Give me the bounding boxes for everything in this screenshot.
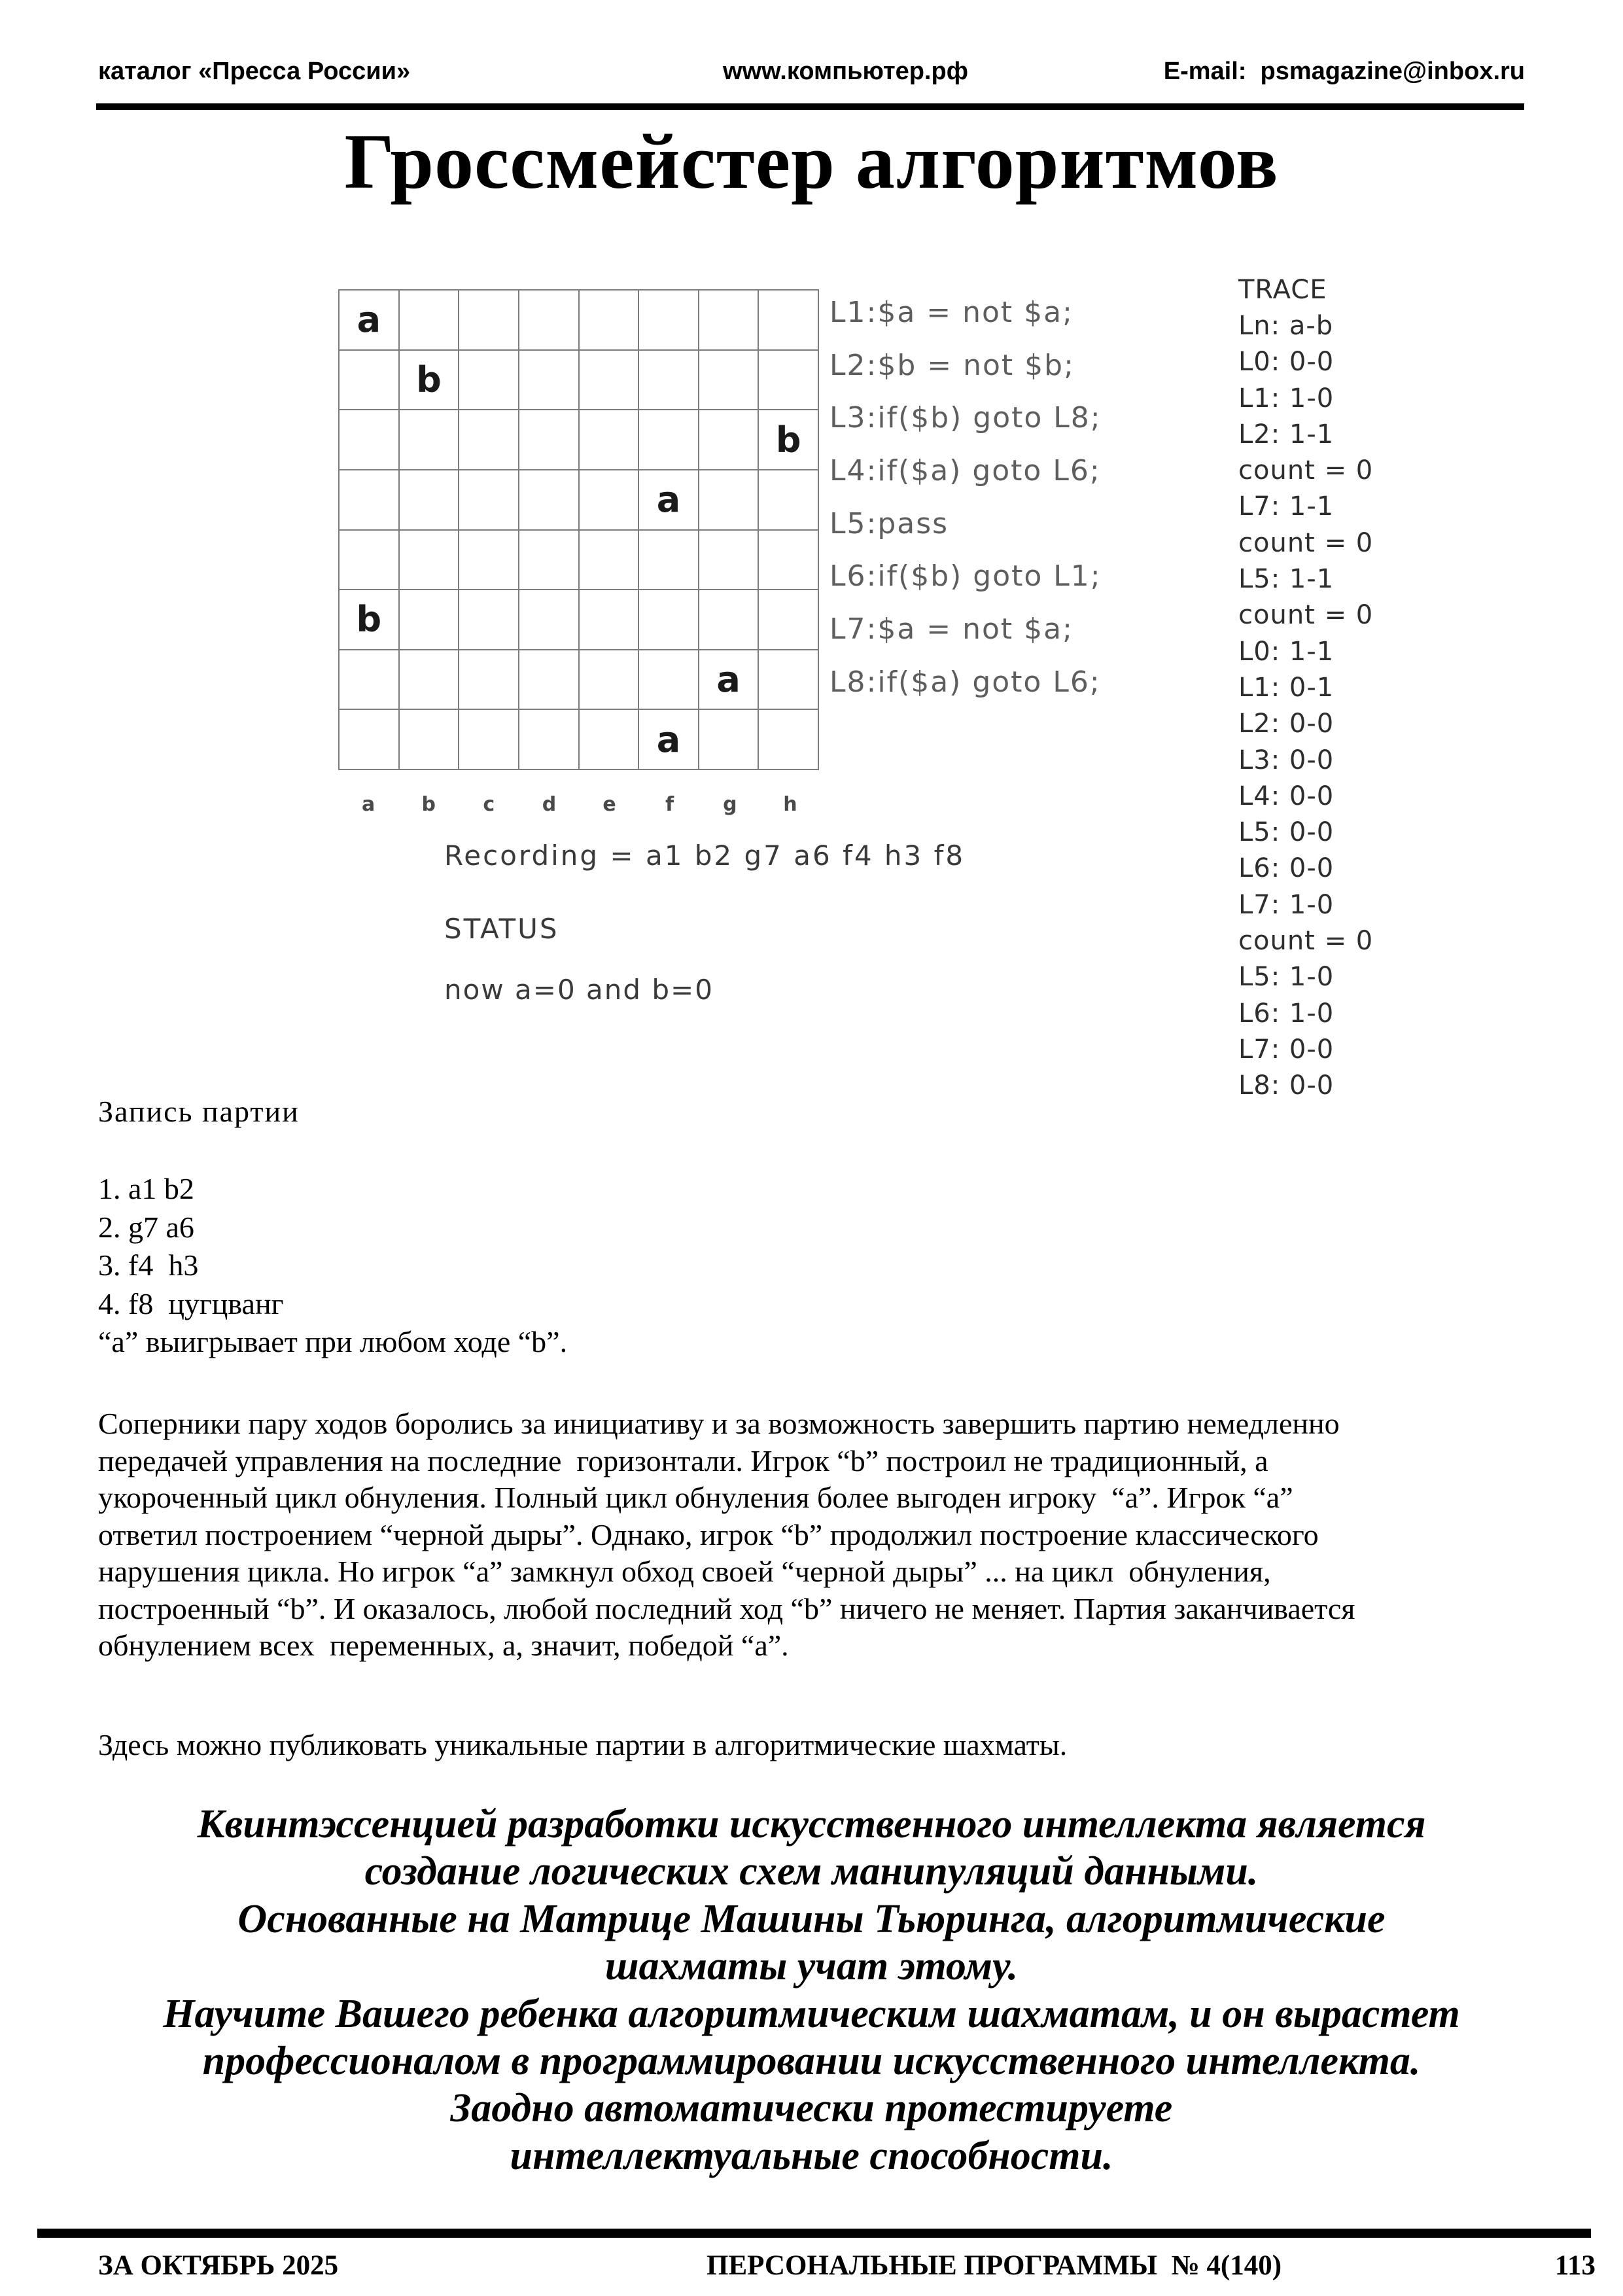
- publish-note: Здесь можно публиковать уникальные партии в алгоритмические шахматы.: [98, 1728, 1068, 1761]
- trace-line: L0: 1-1: [1238, 636, 1335, 667]
- trace-line: L6: 0-0: [1238, 853, 1335, 884]
- board-cell: [639, 470, 699, 531]
- board-cell: [400, 291, 460, 351]
- board-cell: [639, 291, 699, 351]
- board-cell: [699, 710, 759, 770]
- program-line: L3:if($b) goto L8;: [829, 401, 1102, 435]
- commentary-line: Соперники пару ходов боролись за инициативу и за возможность завершить партию немедленно: [98, 1407, 1340, 1440]
- board-piece: a: [716, 659, 741, 701]
- game-result: “a” выигрывает при любом ходе “b”.: [98, 1325, 568, 1359]
- trace-log: [1238, 272, 1373, 1104]
- trace-line: count = 0: [1238, 925, 1374, 956]
- board-piece: b: [416, 359, 442, 400]
- board-cell: [699, 531, 759, 591]
- program-line: L8:if($a) goto L6;: [829, 665, 1101, 699]
- board-cell: [759, 531, 819, 591]
- program-line: L5:pass: [829, 506, 949, 540]
- trace-title: TRACE: [1238, 274, 1327, 305]
- board-piece: a: [656, 479, 681, 521]
- board-cell: [639, 351, 699, 411]
- board-cell: [580, 470, 640, 531]
- board-cell: [759, 410, 819, 470]
- board-cell: [459, 291, 519, 351]
- board-cell: [519, 351, 580, 411]
- board-cell: [519, 291, 580, 351]
- board-cell: [400, 470, 460, 531]
- board-cell: [400, 590, 460, 650]
- trace-line: L2: 0-0: [1238, 709, 1335, 739]
- board-grid: [338, 289, 819, 770]
- board-cell: [639, 590, 699, 650]
- footer-issue: ЗА ОКТЯБРЬ 2025: [98, 2250, 339, 2281]
- board-cell: [639, 710, 699, 770]
- trace-line: L7: 1-1: [1238, 491, 1335, 522]
- program-line: L6:if($b) goto L1;: [829, 559, 1102, 593]
- trace-line: L2: 1-1: [1238, 419, 1335, 450]
- page-title: Гроссмейстер алгоритмов: [344, 118, 1279, 205]
- board-cell: [699, 590, 759, 650]
- footer-rule: [37, 2229, 1591, 2238]
- board-cell: [639, 531, 699, 591]
- commentary-line: построенный “b”. И оказалось, любой последний ход “b” ничего не меняет. Партия заканчивается: [98, 1591, 1355, 1625]
- board-cell: [519, 470, 580, 531]
- board-cell: [519, 710, 580, 770]
- board-column-labels: [338, 793, 820, 816]
- trace-line: L5: 1-1: [1238, 564, 1335, 595]
- column-label: h: [783, 793, 797, 816]
- header-rule: [96, 103, 1524, 110]
- board-cell: [340, 650, 400, 711]
- board-cell: [519, 531, 580, 591]
- promo-line: Научите Вашего ребенка алгоритмическим шахматам, и он вырастет: [163, 1991, 1460, 2036]
- board-cell: [699, 470, 759, 531]
- board-cell: [699, 410, 759, 470]
- board-cell: [580, 710, 640, 770]
- header-website: www.компьютер.рф: [723, 58, 968, 85]
- board-cell: [459, 710, 519, 770]
- board-cell: [759, 590, 819, 650]
- trace-line: L1: 1-0: [1238, 383, 1335, 414]
- promo-line: профессионалом в программировании искусственного интеллекта.: [202, 2038, 1421, 2083]
- program-line: L2:$b = not $b;: [829, 348, 1075, 382]
- move-line: 4. f8 цугцванг: [98, 1286, 284, 1320]
- column-label: f: [665, 793, 674, 816]
- commentary-line: передачей управления на последние горизонтали. Игрок “b” построил не традиционный, а: [98, 1443, 1268, 1477]
- column-label: b: [421, 793, 436, 816]
- footer-page-number: 113: [1554, 2250, 1596, 2281]
- board-piece: a: [656, 718, 681, 760]
- commentary-line: ответил построением “черной дыры”. Однако, игрок “b” продолжил построение классического: [98, 1517, 1319, 1551]
- board-piece: b: [356, 599, 382, 641]
- board-cell: [340, 470, 400, 531]
- board-cell: [519, 650, 580, 711]
- board-cell: [400, 410, 460, 470]
- board-cell: [580, 410, 640, 470]
- footer-magazine: ПЕРСОНАЛЬНЫЕ ПРОГРАММЫ № 4(140): [707, 2250, 1282, 2281]
- header-email: E-mail: psmagazine@inbox.ru: [1163, 58, 1525, 85]
- column-label: d: [542, 793, 557, 816]
- move-line: 1. a1 b2: [98, 1172, 194, 1205]
- trace-line: L5: 0-0: [1238, 817, 1335, 848]
- board-cell: [400, 531, 460, 591]
- promo-line: интеллектуальные способности.: [510, 2133, 1113, 2178]
- board-cell: [580, 650, 640, 711]
- board-cell: [340, 710, 400, 770]
- board-cell: [459, 650, 519, 711]
- board-cell: [340, 590, 400, 650]
- program-line: L7:$a = not $a;: [829, 612, 1073, 646]
- promo-line: создание логических схем манипуляций данными.: [364, 1849, 1259, 1894]
- trace-line: L1: 0-1: [1238, 672, 1335, 703]
- board-cell: [699, 291, 759, 351]
- board-cell: [340, 410, 400, 470]
- trace-line: L7: 0-0: [1238, 1034, 1335, 1065]
- trace-line: L8: 0-0: [1238, 1070, 1335, 1101]
- program-line: L1:$a = not $a;: [829, 295, 1073, 329]
- game-record-heading: Запись партии: [98, 1095, 300, 1128]
- board-cell: [459, 470, 519, 531]
- promo-line: Основанные на Матрице Машины Тьюринга, алгоритмические: [237, 1896, 1386, 1941]
- commentary-line: нарушения цикла. Но игрок “a” замкнул обход своей “черной дыры” ... на цикл обнуления,: [98, 1555, 1271, 1588]
- program-listing: [829, 286, 1102, 709]
- board-cell: [639, 410, 699, 470]
- board-cell: [459, 590, 519, 650]
- trace-line: L0: 0-0: [1238, 347, 1335, 378]
- board-cell: [759, 710, 819, 770]
- board-cell: [699, 351, 759, 411]
- move-line: 2. g7 a6: [98, 1210, 194, 1244]
- board-cell: [459, 351, 519, 411]
- column-label: e: [602, 793, 616, 816]
- board-cell: [759, 470, 819, 531]
- recording-line: Recording = a1 b2 g7 a6 f4 h3 f8: [444, 839, 966, 872]
- status-label: STATUS: [444, 913, 559, 945]
- board-cell: [759, 291, 819, 351]
- move-line: 3. f4 h3: [98, 1248, 199, 1282]
- trace-line: Ln: a-b: [1238, 310, 1334, 341]
- board-piece: a: [357, 299, 381, 341]
- commentary-line: укороченный цикл обнуления. Полный цикл обнуления более выгоден игроку “a”. Игрок “a”: [98, 1481, 1293, 1514]
- board-cell: [580, 531, 640, 591]
- board-cell: [400, 650, 460, 711]
- promo-line: Квинтэссенцией разработки искусственного интеллекта является: [197, 1802, 1426, 1846]
- trace-line: count = 0: [1238, 527, 1374, 558]
- board-cell: [580, 590, 640, 650]
- status-value: now a=0 and b=0: [444, 974, 714, 1006]
- header-catalog: каталог «Пресса России»: [98, 58, 411, 85]
- board-cell: [519, 590, 580, 650]
- board-cell: [400, 351, 460, 411]
- promo-line: шахматы учат этому.: [604, 1944, 1019, 1989]
- board-cell: [400, 710, 460, 770]
- trace-line: L3: 0-0: [1238, 745, 1335, 775]
- program-line: L4:if($a) goto L6;: [829, 453, 1101, 487]
- board-cell: [519, 410, 580, 470]
- board-cell: [580, 291, 640, 351]
- trace-line: count = 0: [1238, 455, 1374, 486]
- board-cell: [639, 650, 699, 711]
- board-cell: [759, 351, 819, 411]
- trace-line: L5: 1-0: [1238, 962, 1335, 993]
- promo-line: Заодно автоматически протестируете: [450, 2086, 1173, 2131]
- board-piece: b: [775, 419, 801, 461]
- board-cell: [759, 650, 819, 711]
- board-cell: [340, 531, 400, 591]
- board-cell: [459, 531, 519, 591]
- board-cell: [699, 650, 759, 711]
- board-cell: [340, 351, 400, 411]
- column-label: c: [483, 793, 495, 816]
- trace-line: L6: 1-0: [1238, 998, 1335, 1029]
- commentary-paragraph: [98, 1405, 1544, 1665]
- board-cell: [459, 410, 519, 470]
- commentary-line: обнулением всех переменных, а, значит, победой “a”.: [98, 1629, 789, 1662]
- board-cell: [580, 351, 640, 411]
- game-record-moves: [98, 1170, 567, 1362]
- column-label: a: [361, 793, 375, 816]
- column-label: g: [723, 793, 737, 816]
- trace-line: L7: 1-0: [1238, 889, 1335, 920]
- trace-line: count = 0: [1238, 600, 1374, 631]
- promo-block: [0, 1801, 1623, 2180]
- board-cell: [340, 291, 400, 351]
- trace-line: L4: 0-0: [1238, 781, 1335, 811]
